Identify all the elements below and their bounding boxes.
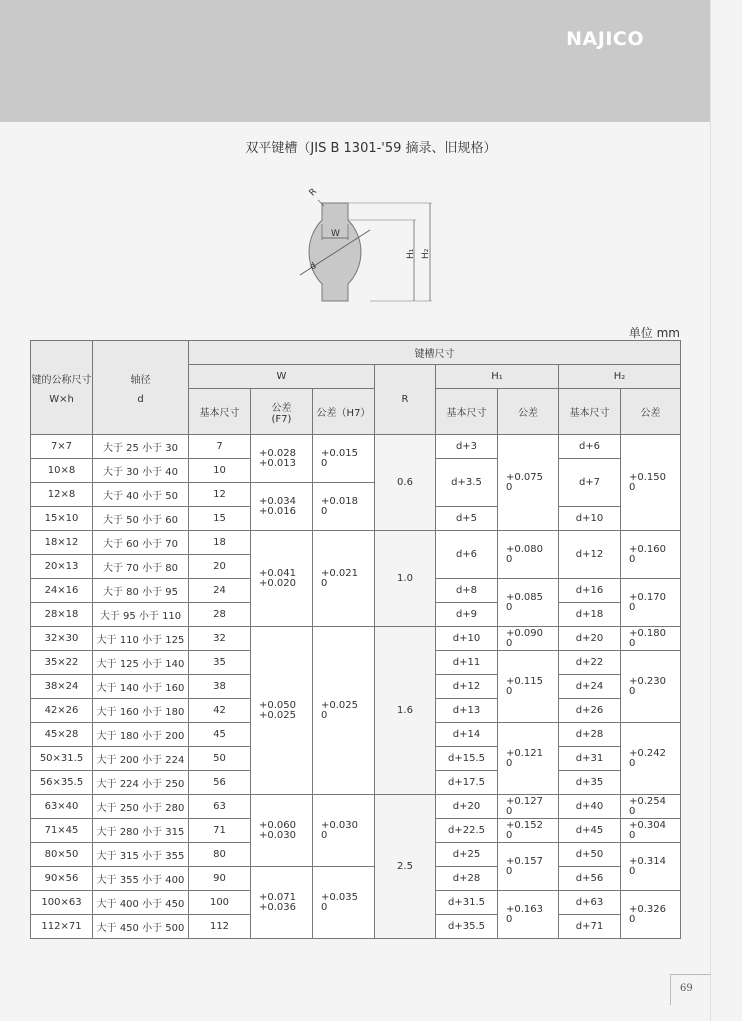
cell-h2-basic: d+6 bbox=[559, 435, 621, 459]
cell-h1-tol: +0.075 0 bbox=[498, 435, 559, 531]
cell-h2-tol: +0.242 0 bbox=[621, 723, 681, 795]
cell-h1-tol: +0.157 0 bbox=[498, 843, 559, 891]
cell-h1-tol: +0.152 0 bbox=[498, 819, 559, 843]
cell-r: 1.0 bbox=[375, 531, 436, 627]
cell-key-size: 63×40 bbox=[31, 795, 93, 819]
cell-h2-tol: +0.180 0 bbox=[621, 627, 681, 651]
label-d: d bbox=[308, 261, 319, 273]
cell-h2-basic: d+40 bbox=[559, 795, 621, 819]
unit-label: 单位 mm bbox=[628, 326, 680, 340]
cell-key-size: 32×30 bbox=[31, 627, 93, 651]
cell-w-basic: 80 bbox=[189, 843, 251, 867]
cell-w-basic: 63 bbox=[189, 795, 251, 819]
header-key-size: 键的公称尺寸 W×h bbox=[31, 341, 93, 435]
cell-h1-basic: d+5 bbox=[436, 507, 498, 531]
cell-w-tol-h7: +0.035 0 bbox=[313, 867, 375, 939]
cell-h1-tol: +0.090 0 bbox=[498, 627, 559, 651]
cell-h1-basic: d+25 bbox=[436, 843, 498, 867]
cell-w-tol-h7: +0.018 0 bbox=[313, 483, 375, 531]
cell-h1-tol: +0.121 0 bbox=[498, 723, 559, 795]
cell-key-size: 56×35.5 bbox=[31, 771, 93, 795]
header-banner bbox=[0, 0, 710, 122]
cell-shaft-diameter: 大于 40 小于 50 bbox=[93, 483, 189, 507]
cell-h2-basic: d+63 bbox=[559, 891, 621, 915]
cell-h2-basic: d+71 bbox=[559, 915, 621, 939]
cell-w-tol-f7: +0.034 +0.016 bbox=[251, 483, 313, 531]
cell-w-basic: 100 bbox=[189, 891, 251, 915]
cell-h2-basic: d+50 bbox=[559, 843, 621, 867]
cell-shaft-diameter: 大于 125 小于 140 bbox=[93, 651, 189, 675]
header-w-basic: 基本尺寸 bbox=[189, 389, 251, 435]
cell-h2-basic: d+7 bbox=[559, 459, 621, 507]
cell-h1-basic: d+35.5 bbox=[436, 915, 498, 939]
cell-r: 2.5 bbox=[375, 795, 436, 939]
cell-shaft-diameter: 大于 30 小于 40 bbox=[93, 459, 189, 483]
header-H1: H₁ bbox=[436, 365, 559, 389]
cell-h2-tol: +0.150 0 bbox=[621, 435, 681, 531]
table-row bbox=[31, 795, 681, 819]
cell-w-basic: 20 bbox=[189, 555, 251, 579]
cell-w-tol-h7: +0.015 0 bbox=[313, 435, 375, 483]
cell-h1-basic: d+3.5 bbox=[436, 459, 498, 507]
cell-w-basic: 50 bbox=[189, 747, 251, 771]
cell-h2-basic: d+28 bbox=[559, 723, 621, 747]
cell-h2-tol: +0.254 0 bbox=[621, 795, 681, 819]
cell-w-basic: 35 bbox=[189, 651, 251, 675]
keyway-table-body bbox=[31, 435, 681, 939]
header-W: W bbox=[189, 365, 375, 389]
cell-h1-basic: d+17.5 bbox=[436, 771, 498, 795]
cell-h2-tol: +0.314 0 bbox=[621, 843, 681, 891]
cell-w-tol-f7: +0.060 +0.030 bbox=[251, 795, 313, 867]
cell-shaft-diameter: 大于 70 小于 80 bbox=[93, 555, 189, 579]
cell-h2-basic: d+24 bbox=[559, 675, 621, 699]
cell-key-size: 24×16 bbox=[31, 579, 93, 603]
cell-shaft-diameter: 大于 315 小于 355 bbox=[93, 843, 189, 867]
header-keyway: 键槽尺寸 bbox=[189, 341, 681, 365]
cell-key-size: 50×31.5 bbox=[31, 747, 93, 771]
cell-shaft-diameter: 大于 60 小于 70 bbox=[93, 531, 189, 555]
cell-key-size: 71×45 bbox=[31, 819, 93, 843]
cell-h2-basic: d+26 bbox=[559, 699, 621, 723]
header-h1-tol: 公差 bbox=[498, 389, 559, 435]
cell-w-basic: 71 bbox=[189, 819, 251, 843]
cell-key-size: 112×71 bbox=[31, 915, 93, 939]
cell-shaft-diameter: 大于 180 小于 200 bbox=[93, 723, 189, 747]
cell-h2-basic: d+35 bbox=[559, 771, 621, 795]
cell-h1-basic: d+11 bbox=[436, 651, 498, 675]
cell-w-basic: 12 bbox=[189, 483, 251, 507]
cell-h2-tol: +0.170 0 bbox=[621, 579, 681, 627]
cell-h2-basic: d+16 bbox=[559, 579, 621, 603]
cell-h2-tol: +0.160 0 bbox=[621, 531, 681, 579]
cell-shaft-diameter: 大于 200 小于 224 bbox=[93, 747, 189, 771]
cell-h2-basic: d+12 bbox=[559, 531, 621, 579]
cell-h1-basic: d+14 bbox=[436, 723, 498, 747]
keyway-diagram bbox=[280, 180, 450, 320]
cell-h1-basic: d+12 bbox=[436, 675, 498, 699]
cell-w-basic: 7 bbox=[189, 435, 251, 459]
table-row bbox=[31, 435, 681, 459]
shaft-section bbox=[309, 203, 361, 301]
cell-w-basic: 56 bbox=[189, 771, 251, 795]
cell-key-size: 80×50 bbox=[31, 843, 93, 867]
cell-h1-tol: +0.115 0 bbox=[498, 651, 559, 723]
cell-h2-basic: d+56 bbox=[559, 867, 621, 891]
label-R: R bbox=[307, 186, 320, 199]
table-row bbox=[31, 531, 681, 555]
header-h2-tol: 公差 bbox=[621, 389, 681, 435]
cell-w-tol-h7: +0.025 0 bbox=[313, 627, 375, 795]
cell-h1-basic: d+28 bbox=[436, 867, 498, 891]
cell-key-size: 15×10 bbox=[31, 507, 93, 531]
cell-key-size: 28×18 bbox=[31, 603, 93, 627]
cell-w-tol-f7: +0.028 +0.013 bbox=[251, 435, 313, 483]
cell-shaft-diameter: 大于 450 小于 500 bbox=[93, 915, 189, 939]
cell-h2-tol: +0.230 0 bbox=[621, 651, 681, 723]
cell-w-tol-h7: +0.030 0 bbox=[313, 795, 375, 867]
cell-r: 1.6 bbox=[375, 627, 436, 795]
label-H2: H₂ bbox=[421, 248, 431, 259]
page-number: 69 bbox=[680, 983, 693, 994]
table-row bbox=[31, 627, 681, 651]
cell-h1-basic: d+9 bbox=[436, 603, 498, 627]
cell-h1-basic: d+10 bbox=[436, 627, 498, 651]
cell-key-size: 42×26 bbox=[31, 699, 93, 723]
header-h2-basic: 基本尺寸 bbox=[559, 389, 621, 435]
cell-shaft-diameter: 大于 355 小于 400 bbox=[93, 867, 189, 891]
cell-shaft-diameter: 大于 224 小于 250 bbox=[93, 771, 189, 795]
header-w-tol-h7: 公差（H7） bbox=[313, 389, 375, 435]
cell-shaft-diameter: 大于 140 小于 160 bbox=[93, 675, 189, 699]
cell-shaft-diameter: 大于 400 小于 450 bbox=[93, 891, 189, 915]
cell-w-tol-f7: +0.050 +0.025 bbox=[251, 627, 313, 795]
cell-shaft-diameter: 大于 250 小于 280 bbox=[93, 795, 189, 819]
cell-w-basic: 10 bbox=[189, 459, 251, 483]
cell-w-basic: 24 bbox=[189, 579, 251, 603]
cell-h1-tol: +0.127 0 bbox=[498, 795, 559, 819]
cell-w-basic: 112 bbox=[189, 915, 251, 939]
header-w-tol-f7: 公差 (F7) bbox=[251, 389, 313, 435]
cell-h1-basic: d+15.5 bbox=[436, 747, 498, 771]
cell-key-size: 18×12 bbox=[31, 531, 93, 555]
cell-h1-basic: d+31.5 bbox=[436, 891, 498, 915]
header-shaft: 轴径 d bbox=[93, 341, 189, 435]
cell-h1-basic: d+8 bbox=[436, 579, 498, 603]
cell-h1-basic: d+3 bbox=[436, 435, 498, 459]
cell-h1-basic: d+6 bbox=[436, 531, 498, 579]
cell-h1-tol: +0.080 0 bbox=[498, 531, 559, 579]
cell-shaft-diameter: 大于 160 小于 180 bbox=[93, 699, 189, 723]
cell-w-basic: 18 bbox=[189, 531, 251, 555]
cell-h2-basic: d+20 bbox=[559, 627, 621, 651]
cell-h2-basic: d+10 bbox=[559, 507, 621, 531]
cell-key-size: 45×28 bbox=[31, 723, 93, 747]
cell-w-basic: 45 bbox=[189, 723, 251, 747]
cell-w-tol-f7: +0.041 +0.020 bbox=[251, 531, 313, 627]
cell-h1-basic: d+20 bbox=[436, 795, 498, 819]
cell-shaft-diameter: 大于 110 小于 125 bbox=[93, 627, 189, 651]
cell-key-size: 12×8 bbox=[31, 483, 93, 507]
cell-w-basic: 32 bbox=[189, 627, 251, 651]
cell-shaft-diameter: 大于 95 小于 110 bbox=[93, 603, 189, 627]
cell-shaft-diameter: 大于 50 小于 60 bbox=[93, 507, 189, 531]
cell-h2-basic: d+22 bbox=[559, 651, 621, 675]
cell-h2-tol: +0.304 0 bbox=[621, 819, 681, 843]
brand-logo: NAJICO bbox=[566, 28, 644, 50]
cell-w-basic: 38 bbox=[189, 675, 251, 699]
label-H1: H₁ bbox=[406, 248, 416, 259]
table-row bbox=[31, 867, 681, 891]
cell-key-size: 20×13 bbox=[31, 555, 93, 579]
cell-key-size: 100×63 bbox=[31, 891, 93, 915]
cell-w-tol-f7: +0.071 +0.036 bbox=[251, 867, 313, 939]
cell-h2-basic: d+18 bbox=[559, 603, 621, 627]
cell-h2-tol: +0.326 0 bbox=[621, 891, 681, 939]
cell-key-size: 35×22 bbox=[31, 651, 93, 675]
cell-h2-basic: d+45 bbox=[559, 819, 621, 843]
cell-shaft-diameter: 大于 80 小于 95 bbox=[93, 579, 189, 603]
cell-key-size: 90×56 bbox=[31, 867, 93, 891]
cell-w-basic: 28 bbox=[189, 603, 251, 627]
cell-w-basic: 42 bbox=[189, 699, 251, 723]
cell-h1-basic: d+13 bbox=[436, 699, 498, 723]
header-R: R bbox=[375, 365, 436, 435]
header-H2: H₂ bbox=[559, 365, 681, 389]
header-h1-basic: 基本尺寸 bbox=[436, 389, 498, 435]
cell-h1-basic: d+22.5 bbox=[436, 819, 498, 843]
page-title: 双平键槽（JIS B 1301-'59 摘录、旧规格） bbox=[245, 141, 497, 156]
cell-key-size: 38×24 bbox=[31, 675, 93, 699]
cell-key-size: 10×8 bbox=[31, 459, 93, 483]
cell-h1-tol: +0.085 0 bbox=[498, 579, 559, 627]
cell-shaft-diameter: 大于 25 小于 30 bbox=[93, 435, 189, 459]
label-W: W bbox=[331, 229, 340, 239]
cell-h1-tol: +0.163 0 bbox=[498, 891, 559, 939]
keyway-table bbox=[30, 340, 681, 939]
cell-w-tol-h7: +0.021 0 bbox=[313, 531, 375, 627]
cell-key-size: 7×7 bbox=[31, 435, 93, 459]
cell-r: 0.6 bbox=[375, 435, 436, 531]
cell-w-basic: 90 bbox=[189, 867, 251, 891]
keyway-table-wrapper bbox=[30, 340, 681, 939]
cell-shaft-diameter: 大于 280 小于 315 bbox=[93, 819, 189, 843]
cell-h2-basic: d+31 bbox=[559, 747, 621, 771]
cell-w-basic: 15 bbox=[189, 507, 251, 531]
